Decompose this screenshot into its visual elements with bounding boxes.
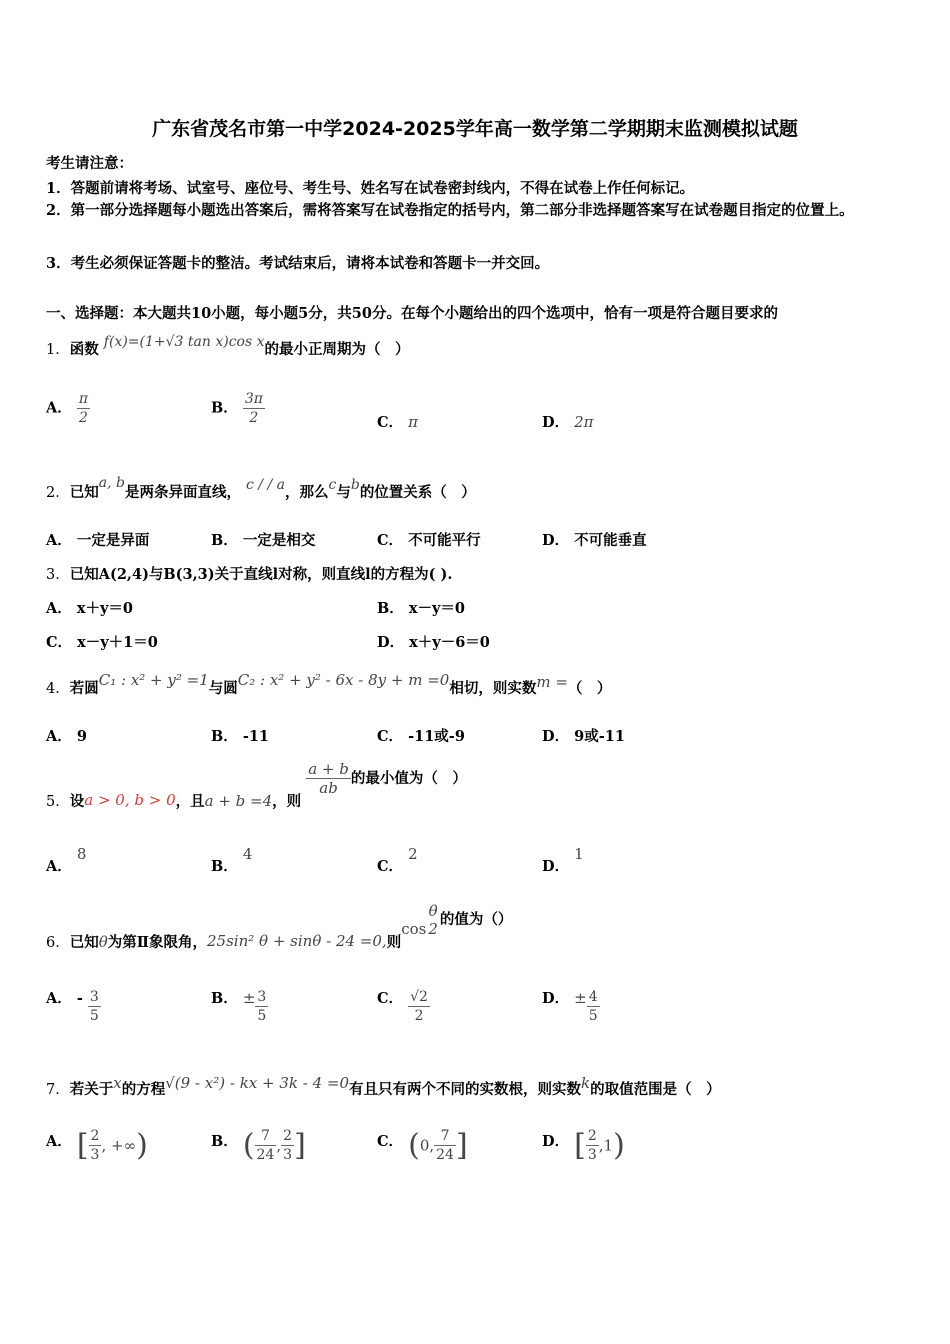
question-number: 7． xyxy=(46,1082,70,1098)
option-d[interactable]: D． ± $\frac{4}{5}$ xyxy=(542,988,598,1024)
option-d[interactable]: D． [ $\frac{2}{3}$ ,1) xyxy=(542,1128,625,1163)
fraction: $\frac{3\pi}{2}$ xyxy=(244,391,263,426)
option-c[interactable]: C． 2 xyxy=(377,845,418,875)
option-a[interactable]: A． 8 xyxy=(46,845,87,875)
math-expression: b xyxy=(350,477,360,493)
math-expression: c / / a xyxy=(246,477,285,493)
option-b[interactable]: B． 4 xyxy=(211,845,253,875)
option-a[interactable]: A． $\frac{\pi}{2}$ xyxy=(46,391,89,426)
option-d[interactable]: D． 2π xyxy=(542,413,594,431)
notice-heading: 考生请注意： xyxy=(46,155,133,172)
math-expression: C₂ : x² + y² - 6x - 8y + m =0 xyxy=(237,671,450,689)
fraction: $\frac{2}{3}$ xyxy=(283,1128,293,1163)
fraction: $\frac{7}{24}$ xyxy=(436,1128,454,1163)
option-c[interactable]: C． x－y＋1＝0 xyxy=(46,634,158,651)
fraction: θ 2 xyxy=(428,902,438,938)
fraction: $\frac{3}{5}$ xyxy=(89,989,99,1024)
math-expression: a > 0, b > 0 xyxy=(84,790,176,809)
option-c[interactable]: C． (0, $\frac{7}{24}$ ] xyxy=(377,1128,468,1163)
question-number: 3． xyxy=(46,567,70,583)
math-expression: c xyxy=(328,477,337,493)
option-d[interactable]: D． x＋y－6＝0 xyxy=(377,634,490,651)
option-b[interactable]: B． 一定是相交 xyxy=(211,532,316,549)
question-7: 7．若关于x的方程√(9 - x²) - kx + 3k - 4 =0有且只有两个不同的实数根，则实数k的取值范围是（ ） xyxy=(46,1074,721,1098)
option-c[interactable]: C． 不可能平行 xyxy=(377,532,481,549)
option-c[interactable]: C． -11或-9 xyxy=(377,728,465,745)
question-number: 2． xyxy=(46,485,70,501)
option-b[interactable]: B． ± $\frac{3}{5}$ xyxy=(211,988,267,1024)
notice-item: 1．答题前请将考场、试室号、座位号、考生号、姓名写在试卷密封线内，不得在试卷上作任何标记。 xyxy=(46,180,695,197)
question-5: 5．设a > 0, b > 0，且a + b =4，则 $\frac{a + b}{ab}$ 的最小值为（ ） xyxy=(46,760,467,810)
math-expression: m = xyxy=(536,673,568,691)
question-6: 6．已知θ为第Ⅱ象限角，25sin² θ + sinθ - 24 =0,则cos θ 2 的值为（） xyxy=(46,902,513,951)
option-b[interactable]: B． ( $\frac{7}{24}$ , $\frac{2}{3}$ ] xyxy=(211,1128,306,1163)
fraction: $\frac{2}{3}$ xyxy=(90,1128,100,1163)
page-title: 广东省茂名市第一中学2024-2025学年高一数学第二学期期末监测模拟试题 xyxy=(152,118,798,140)
fraction: $\frac{7}{24}$ xyxy=(256,1128,275,1163)
section-heading: 一、选择题：本大题共10小题，每小题5分，共50分。在每个小题给出的四个选项中，恰有一项是符合题目要求的 xyxy=(46,305,778,322)
notice-item: 2．第一部分选择题每小题选出答案后，需将答案写在试卷指定的括号内，第二部分非选择题答案写在试卷题目指定的位置上。 xyxy=(46,202,854,219)
option-a[interactable]: A． - $\frac{3}{5}$ xyxy=(46,989,99,1024)
option-d[interactable]: D． 1 xyxy=(542,845,584,875)
math-expression: x xyxy=(113,1074,122,1092)
question-2: 2．已知a, b是两条异面直线， c / / a，那么c与b的位置关系（ ） xyxy=(46,475,476,501)
question-number: 4． xyxy=(46,681,70,697)
fraction: $\frac{\pi}{2}$ xyxy=(78,391,89,426)
option-b[interactable]: B． -11 xyxy=(211,728,270,745)
question-number: 6． xyxy=(46,935,70,951)
option-c[interactable]: C． $\frac{√2}{2}$ xyxy=(377,989,428,1024)
math-expression: C₁ : x² + y² =1 xyxy=(98,671,209,689)
math-expression: f(x)=(1+√3 tan x)cos x xyxy=(103,334,265,350)
option-d[interactable]: D． 9或-11 xyxy=(542,728,625,745)
question-number: 5． xyxy=(46,793,70,810)
option-a[interactable]: A． x＋y＝0 xyxy=(46,600,133,617)
math-expression: a + b =4 xyxy=(204,791,273,810)
question-3: 3．已知A(2,4)与B(3,3)关于直线l对称，则直线l的方程为( ). xyxy=(46,566,453,583)
option-b[interactable]: B． $\frac{3\pi}{2}$ xyxy=(211,391,263,426)
math-expression: √(9 - x²) - kx + 3k - 4 =0 xyxy=(165,1074,350,1092)
fraction: $\frac{3}{5}$ xyxy=(257,989,267,1024)
question-number: 1． xyxy=(46,342,70,358)
math-expression: θ xyxy=(98,933,108,951)
question-1: 1．函数 f(x)=(1+√3 tan x)cos x的最小正周期为（ ） xyxy=(46,334,410,358)
math-expression: 25sin² θ + sinθ - 24 =0, xyxy=(207,932,387,950)
option-c[interactable]: C． π xyxy=(377,413,418,431)
fraction: $\frac{√2}{2}$ xyxy=(410,989,428,1024)
notice-item: 3．考生必须保证答题卡的整洁。考试结束后，请将本试卷和答题卡一并交回。 xyxy=(46,255,550,272)
math-expression: a, b xyxy=(98,475,125,491)
option-a[interactable]: A． 9 xyxy=(46,728,87,745)
option-a[interactable]: A． [ $\frac{2}{3}$ , +∞) xyxy=(46,1128,148,1163)
option-d[interactable]: D． 不可能垂直 xyxy=(542,532,647,549)
option-a[interactable]: A． 一定是异面 xyxy=(46,532,150,549)
fraction: $\frac{2}{3}$ xyxy=(587,1128,597,1163)
fraction: $\frac{4}{5}$ xyxy=(588,989,598,1024)
math-expression: k xyxy=(581,1074,591,1092)
option-b[interactable]: B． x－y＝0 xyxy=(377,600,465,617)
fraction: $\frac{a + b}{ab}$ xyxy=(308,760,349,797)
question-4: 4．若圆C₁ : x² + y² =1与圆C₂ : x² + y² - 6x - 8y + m =0相切，则实数m =（ ） xyxy=(46,671,612,697)
